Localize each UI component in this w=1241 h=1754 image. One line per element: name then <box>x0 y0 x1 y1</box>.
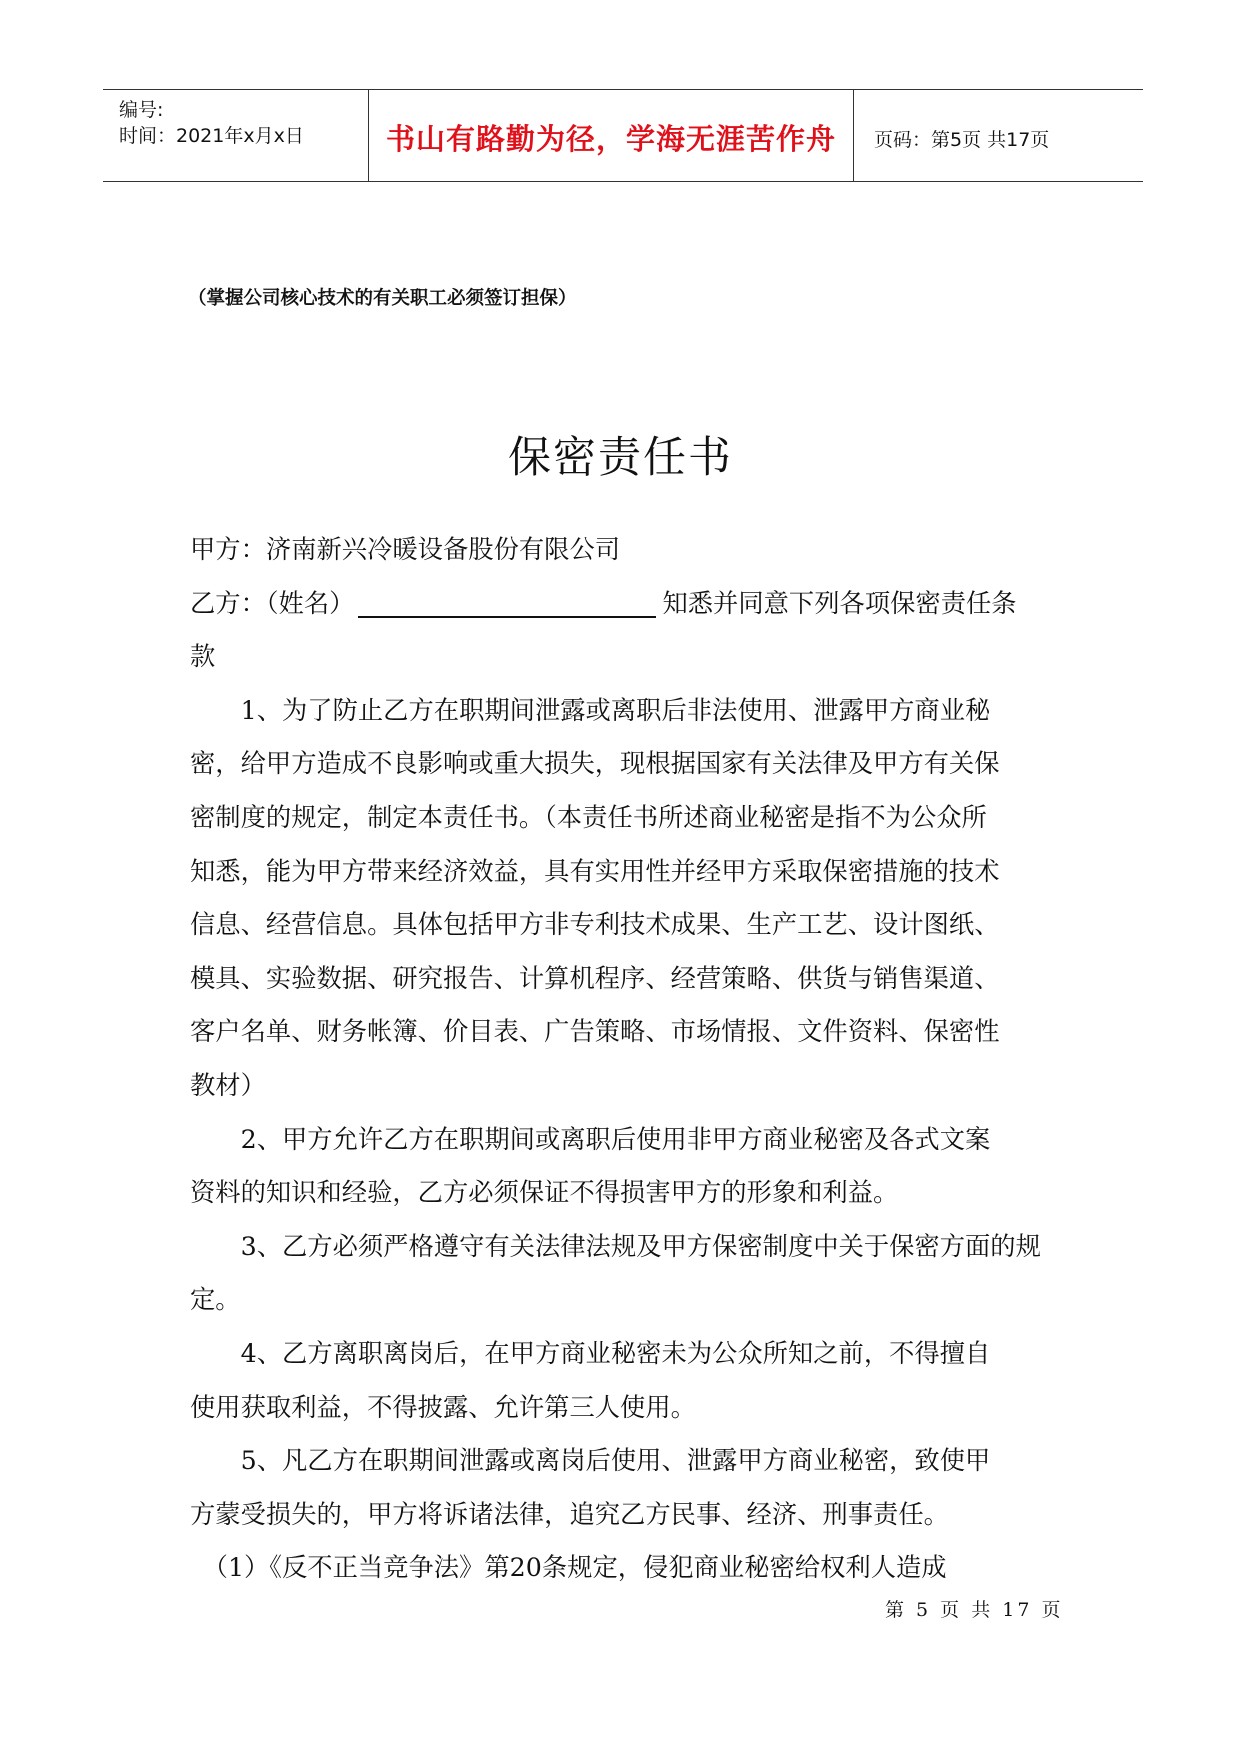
clause-line: 5、凡乙方在职期间泄露或离岗后使用、泄露甲方商业秘密，致使甲 <box>190 1446 991 1476</box>
guarantee-note: （掌握公司核心技术的有关职工必须签订担保） <box>188 288 577 309</box>
clause-line: 模具、实验数据、研究报告、计算机程序、经营策略、供货与销售渠道、 <box>190 963 1000 993</box>
clause-line: 4、乙方离职离岗后，在甲方商业秘密未为公众所知之前，不得擅自 <box>190 1338 991 1368</box>
clause-line: 教材） <box>190 1070 266 1100</box>
clause-paragraph <box>190 684 1060 1113</box>
document-body <box>190 523 1060 1595</box>
clause-paragraph <box>190 1541 1060 1595</box>
party-b-prefix: 乙方：（姓名） <box>190 588 355 618</box>
header-motto-cell <box>368 90 854 181</box>
clause-line: 知悉，能为甲方带来经济效益，具有实用性并经甲方采取保密措施的技术 <box>190 856 1000 886</box>
header-motto: 书山有路勤为径，学海无涯苦作舟 <box>385 122 836 156</box>
clause-line: 定。 <box>190 1285 241 1315</box>
document-time: 时间：2021年x月x日 <box>119 125 304 147</box>
document-number: 编号: <box>119 99 164 121</box>
clause-line: 使用获取利益，不得披露、允许第三人使用。 <box>190 1392 696 1422</box>
header-page-code: 页码：第5页 共17页 <box>874 129 1050 151</box>
party-b-line <box>190 577 1060 631</box>
header-meta <box>103 90 368 181</box>
name-blank-field[interactable] <box>358 586 656 618</box>
clause-line: 3、乙方必须严格遵守有关法律法规及甲方保密制度中关于保密方面的规 <box>190 1231 1041 1261</box>
clause-paragraph <box>190 1113 1060 1220</box>
clause-line: 方蒙受损失的，甲方将诉诸法律，追究乙方民事、经济、刑事责任。 <box>190 1499 949 1529</box>
header-page-cell <box>854 90 1143 181</box>
clause-line: 1、为了防止乙方在职期间泄露或离职后非法使用、泄露甲方商业秘 <box>190 695 991 725</box>
clause-line: 密制度的规定，制定本责任书。（本责任书所述商业秘密是指不为公众所 <box>190 802 987 832</box>
clause-line: 客户名单、财务帐簿、价目表、广告策略、市场情报、文件资料、保密性 <box>190 1017 1000 1047</box>
clause-line: 2、甲方允许乙方在职期间或离职后使用非甲方商业秘密及各式文案 <box>190 1124 991 1154</box>
clause-line: （1）《反不正当竞争法》第20条规定，侵犯商业秘密给权利人造成 <box>190 1553 947 1583</box>
clause-line: 信息、经营信息。具体包括甲方非专利技术成果、生产工艺、设计图纸、 <box>190 910 1000 940</box>
clause-line: 资料的知识和经验，乙方必须保证不得损害甲方的形象和利益。 <box>190 1178 899 1208</box>
party-a-line: 甲方：济南新兴冷暖设备股份有限公司 <box>190 535 621 564</box>
page-footer: 第 5 页 共 17 页 <box>885 1599 1064 1621</box>
document-title: 保密责任书 <box>508 433 733 483</box>
clauses <box>190 684 1060 1595</box>
clause-line: 密，给甲方造成不良影响或重大损失，现根据国家有关法律及甲方有关保 <box>190 749 1000 779</box>
page-header <box>103 89 1143 182</box>
clause-paragraph <box>190 1434 1060 1541</box>
party-b-suffix: 知悉并同意下列各项保密责任条 <box>662 588 1017 618</box>
clause-paragraph <box>190 1327 1060 1434</box>
clause-paragraph <box>190 1220 1060 1327</box>
party-b-continuation: 款 <box>190 642 216 672</box>
